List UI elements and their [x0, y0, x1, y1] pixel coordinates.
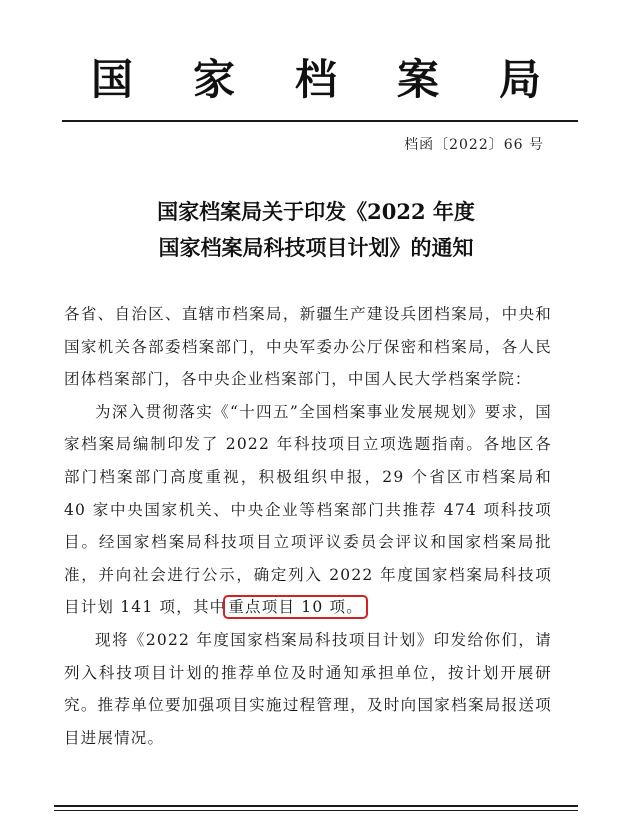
paragraph-2: 现将《2022 年度国家档案局科技项目计划》印发给你们，请列入科技项目计划的推荐单位及时通知承担单位，按计划开展研究。推荐单位要加强项目实施过程管理，及时向国家档案局报送项目进展情况。 [64, 630, 552, 747]
paragraph-1 [64, 396, 552, 624]
document-title [0, 194, 632, 266]
footer-rule-thick [54, 805, 578, 807]
title-line-2: 国家档案局科技项目计划》的通知 [158, 235, 474, 260]
masthead: 国家档案局 [90, 55, 601, 104]
footer-rule-thin [54, 810, 578, 811]
document-number: 档函〔2022〕66 号 [404, 137, 544, 153]
title-line-1: 国家档案局关于印发《2022 年度 [157, 199, 475, 224]
header-rule [62, 120, 578, 122]
salutation: 各省、自治区、直辖市档案局，新疆生产建设兵团档案局，中央和国家机关各部委档案部门，中央军委办公厅保密和档案局，各人民团体档案部门，各中央企业档案部门，中国人民大学档案学院： [64, 305, 552, 389]
highlighted-key-projects: 重点项目 10 项。 [228, 598, 363, 617]
document-body [64, 298, 552, 754]
paragraph-1-text: 为深入贯彻落实《“十四五”全国档案事业发展规划》要求，国家档案局编制印发了 2022 年科技项目立项选题指南。各地区各部门档案部门高度重视，积极组织申报，29 个省区市档案局和 40 家中央国家机关、中央企业等档案部门共推荐 474 项科技项目。经国家档案局科技项目立项评议委员会评议和国家档案局批准，并向社会进行公示，确定列入 2022 年度国家档案局科技项目计划 141 项，其中 [64, 402, 552, 617]
